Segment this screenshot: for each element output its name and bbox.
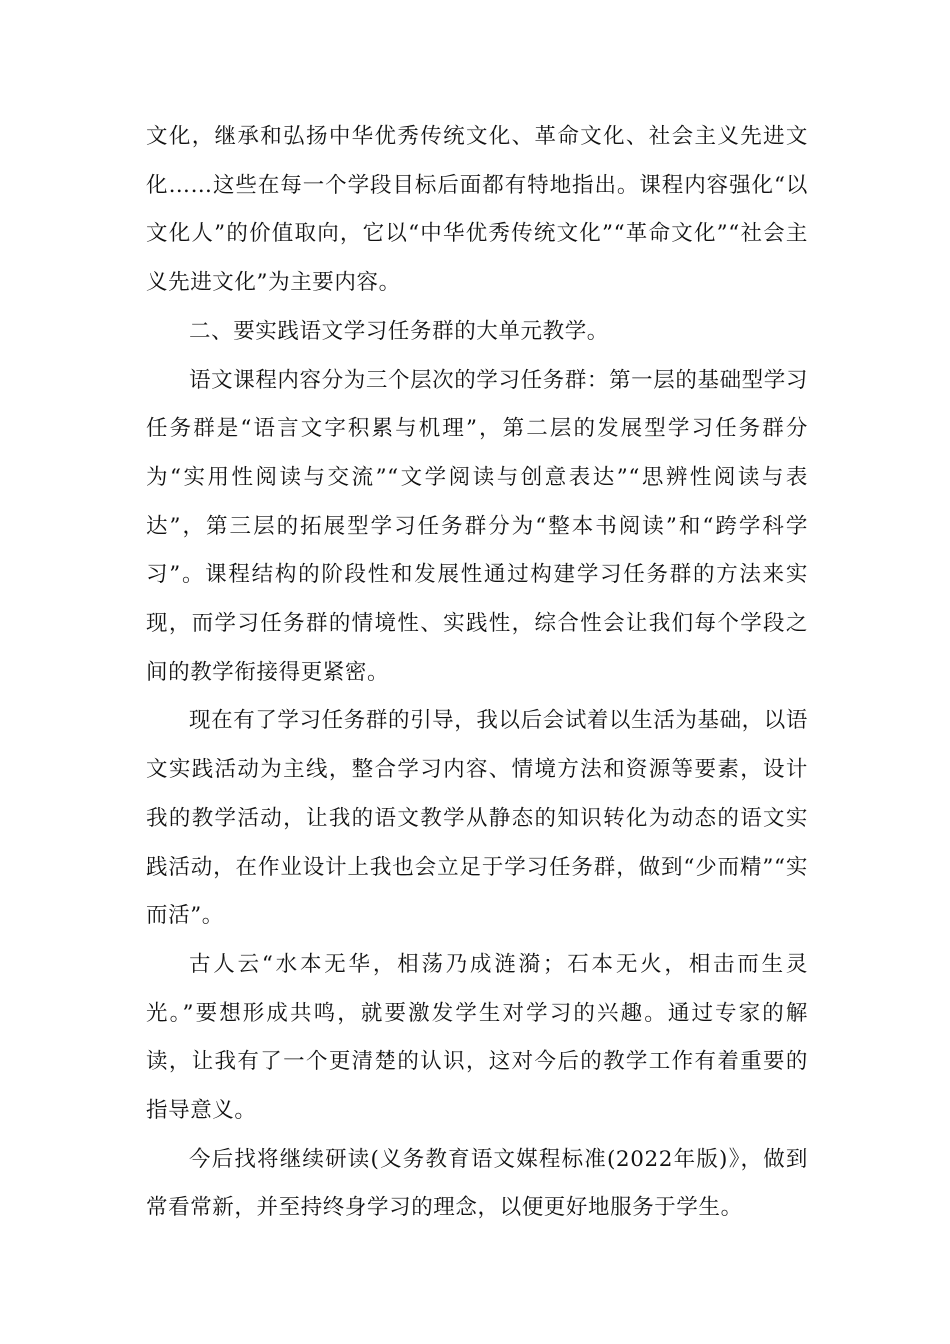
document-page: [146, 113, 808, 1233]
paragraph-3: 语文课程内容分为三个层次的学习任务群：第一层的基础型学习任务群是“语言文字积累与机理”，第二层的发展型学习任务群分为“实用性阅读与交流”“文学阅读与创意表达”“思辨性阅读与表达”，第三层的拓展型学习任务群分为“整本书阅读”和“跨学科学习”。课程结构的阶段性和发展性通过构建学习任务群的方法来实现，而学习任务群的情境性、实践性，综合性会让我们每个学段之间的教学衔接得更紧密。: [146, 367, 808, 685]
paragraph-6: 今后找将继续研读(义务教育语文媒程标准(2022年版)》，做到常看常新，并至持终身学习的理念，以便更好地服务于学生。: [146, 1146, 808, 1221]
paragraph-1: 文化，继承和弘扬中华优秀传统文化、革命文化、社会主义先进文化……这些在每一个学段目标后面都有特地指出。课程内容强化“以文化人”的价值取向，它以“中华优秀传统文化”“革命文化”“社会主义先进文化”为主要内容。: [146, 124, 808, 296]
paragraph-4: 现在有了学习任务群的引导，我以后会试着以生活为基础，以语文实践活动为主线，整合学习内容、情境方法和资源等要素，设计我的教学活动，让我的语文教学从静态的知识转化为动态的语文实践活动，在作业设计上我也会立足于学习任务群，做到“少而精”“实而活”。: [146, 708, 808, 929]
paragraph-2-section-heading: 二、要实践语文学习任务群的大单元教学。: [189, 318, 609, 344]
paragraph-5: 古人云“水本无华，相荡乃成涟漪；石本无火，相击而生灵光。”要想形成共鸣，就要激发学生对学习的兴趣。通过专家的解读，让我有了一个更清楚的认识，这对今后的教学工作有着重要的指导意义。: [146, 951, 808, 1124]
